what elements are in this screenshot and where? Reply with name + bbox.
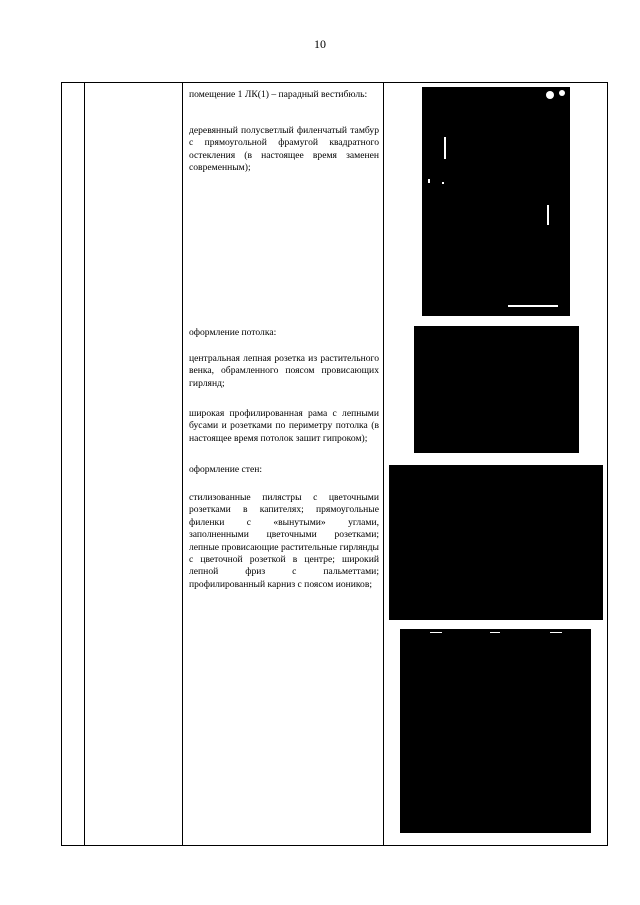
ceiling-rosette-text: центральная лепная розетка из растительного венка, обрамленного поясом провисающих гирлянд; [189,353,379,389]
walls-heading: оформление стен: [189,464,263,475]
ceiling-heading: оформление потолка: [189,327,277,338]
column-divider-3 [383,83,384,845]
ceiling-photo [414,326,579,453]
page-number: 10 [314,37,326,51]
column-divider-2 [182,83,183,845]
column-divider-1 [84,83,85,845]
ceiling-frame-text: широкая профилированная рама с лепными бусами и розетками по периметру потолка (в настоящее время потолок зашит гипроком); [189,408,379,444]
wall-pilaster-icon [389,465,603,620]
walls-decor-text: стилизованные пилястры с цветочными розетками в капителях; прямоугольные филенки с «вынутыми» углами, заполненными цветочными розетками; лепные провисающие растительные гирлянды с цветочной розеткой в центре; широкий лепной фриз с пальметтами; профилированный карниз с поясом иоников; [189,492,379,590]
ceiling-rosette-icon [414,326,579,453]
walls-photo-1 [389,465,603,620]
door-silhouette-icon [422,87,570,316]
walls-photo-2 [400,629,591,833]
vestibule-heading: помещение 1 ЛК(1) – парадный вестибюль: [189,89,368,100]
vestibule-tambour-text: деревянный полусветлый филенчатый тамбур с прямоугольной фрамугой квадратного остекления (в настоящее время заменен современным); [189,125,379,174]
wall-frieze-icon [400,629,591,833]
heritage-table [61,82,608,846]
vestibule-tambour-photo [422,87,570,316]
